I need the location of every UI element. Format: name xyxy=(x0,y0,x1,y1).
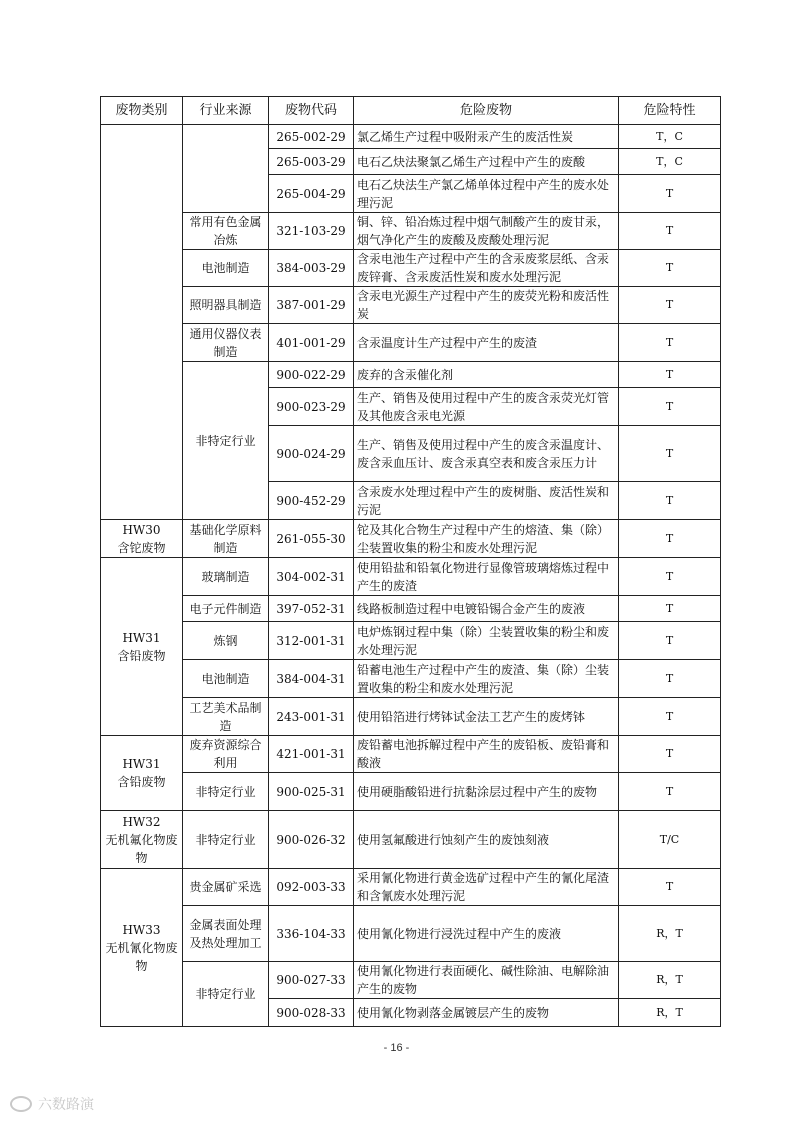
waste-description: 含汞温度计生产过程中产生的废渣 xyxy=(354,324,619,362)
industry-cell: 工艺美术品制造 xyxy=(183,698,269,736)
table-row xyxy=(101,962,721,999)
header-industry: 行业来源 xyxy=(183,97,269,125)
waste-code: 900-023-29 xyxy=(269,388,354,426)
hazard-characteristic: T，C xyxy=(619,125,721,149)
table-row xyxy=(101,362,721,388)
header-code: 废物代码 xyxy=(269,97,354,125)
waste-description: 使用氢氟酸进行蚀刻产生的废蚀刻液 xyxy=(354,811,619,869)
hazard-characteristic: T xyxy=(619,660,721,698)
industry-cell: 非特定行业 xyxy=(183,962,269,1027)
table-row xyxy=(101,622,721,660)
hazard-characteristic: T xyxy=(619,869,721,906)
waste-description: 电石乙炔法生产氯乙烯单体过程中产生的废水处理污泥 xyxy=(354,175,619,213)
category-cell-hw29-continued xyxy=(101,125,183,520)
waste-description: 电炉炼钢过程中集（除）尘装置收集的粉尘和废水处理污泥 xyxy=(354,622,619,660)
hazard-characteristic: T xyxy=(619,482,721,520)
category-cell-hw30 xyxy=(101,520,183,558)
waste-code: 900-026-32 xyxy=(269,811,354,869)
waste-code: 261-055-30 xyxy=(269,520,354,558)
category-code: HW31 xyxy=(122,630,161,645)
waste-description: 废铅蓄电池拆解过程中产生的废铅板、废铅膏和酸液 xyxy=(354,736,619,773)
waste-description: 线路板制造过程中电镀铅锡合金产生的废液 xyxy=(354,596,619,622)
table-row xyxy=(101,773,721,811)
category-code: HW30 xyxy=(122,522,161,537)
waste-description: 铊及其化合物生产过程中产生的熔渣、集（除）尘装置收集的粉尘和废水处理污泥 xyxy=(354,520,619,558)
category-cell-hw33 xyxy=(101,869,183,1027)
industry-cell: 废弃资源综合利用 xyxy=(183,736,269,773)
waste-description: 电石乙炔法聚氯乙烯生产过程中产生的废酸 xyxy=(354,149,619,175)
waste-code: 304-002-31 xyxy=(269,558,354,596)
waste-code: 092-003-33 xyxy=(269,869,354,906)
table-row xyxy=(101,558,721,596)
industry-cell: 照明器具制造 xyxy=(183,287,269,324)
waste-code: 384-004-31 xyxy=(269,660,354,698)
hazard-characteristic: T xyxy=(619,388,721,426)
industry-cell: 通用仪器仪表制造 xyxy=(183,324,269,362)
table-header-row xyxy=(101,97,721,125)
waste-code: 900-022-29 xyxy=(269,362,354,388)
category-code: HW33 xyxy=(122,922,161,937)
waste-description: 含汞废水处理过程中产生的废树脂、废活性炭和污泥 xyxy=(354,482,619,520)
hazard-characteristic: T/C xyxy=(619,811,721,869)
waste-description: 使用氰化物进行浸洗过程中产生的废液 xyxy=(354,906,619,962)
table-row xyxy=(101,520,721,558)
category-name: 含铊废物 xyxy=(117,540,166,555)
category-cell-hw32 xyxy=(101,811,183,869)
header-characteristic: 危险特性 xyxy=(619,97,721,125)
table-row xyxy=(101,811,721,869)
hazard-characteristic: T xyxy=(619,213,721,250)
waste-code: 243-001-31 xyxy=(269,698,354,736)
header-waste: 危险废物 xyxy=(354,97,619,125)
watermark-logo-icon xyxy=(10,1096,32,1112)
waste-description: 含汞电池生产过程中产生的含汞废浆层纸、含汞废锌膏、含汞废活性炭和废水处理污泥 xyxy=(354,250,619,287)
industry-cell: 玻璃制造 xyxy=(183,558,269,596)
industry-cell: 基础化学原料制造 xyxy=(183,520,269,558)
waste-code: 900-025-31 xyxy=(269,773,354,811)
waste-description: 采用氰化物进行黄金选矿过程中产生的氰化尾渣和含氰废水处理污泥 xyxy=(354,869,619,906)
waste-code: 265-004-29 xyxy=(269,175,354,213)
hazard-characteristic: T xyxy=(619,773,721,811)
industry-cell: 非特定行业 xyxy=(183,773,269,811)
industry-cell: 非特定行业 xyxy=(183,362,269,520)
hazard-characteristic: T xyxy=(619,596,721,622)
waste-code: 900-024-29 xyxy=(269,426,354,482)
waste-description: 生产、销售及使用过程中产生的废含汞温度计、废含汞血压计、废含汞真空表和废含汞压力计 xyxy=(354,426,619,482)
hazard-characteristic: T xyxy=(619,520,721,558)
hazard-characteristic: T xyxy=(619,736,721,773)
category-code: HW32 xyxy=(122,814,161,829)
industry-cell: 贵金属矿采选 xyxy=(183,869,269,906)
table-row xyxy=(101,213,721,250)
category-name: 无机氟化物废物 xyxy=(105,832,178,865)
category-name: 含铅废物 xyxy=(117,775,166,789)
waste-description: 使用硬脂酸铅进行抗黏涂层过程中产生的废物 xyxy=(354,773,619,811)
industry-cell: 电池制造 xyxy=(183,250,269,287)
waste-code: 387-001-29 xyxy=(269,287,354,324)
table-row xyxy=(101,287,721,324)
industry-cell: 电池制造 xyxy=(183,660,269,698)
header-category: 废物类别 xyxy=(101,97,183,125)
waste-code: 384-003-29 xyxy=(269,250,354,287)
waste-description: 使用氰化物剥落金属镀层产生的废物 xyxy=(354,999,619,1027)
hazard-characteristic: T，C xyxy=(619,149,721,175)
industry-cell-continued xyxy=(183,125,269,213)
waste-code: 336-104-33 xyxy=(269,906,354,962)
waste-description: 使用氰化物进行表面硬化、碱性除油、电解除油产生的废物 xyxy=(354,962,619,999)
hazard-characteristic: T xyxy=(619,250,721,287)
waste-description: 生产、销售及使用过程中产生的废含汞荧光灯管及其他废含汞电光源 xyxy=(354,388,619,426)
table-row xyxy=(101,736,721,773)
hazard-characteristic: T xyxy=(619,698,721,736)
hazard-characteristic: T xyxy=(619,558,721,596)
category-cell-hw31 xyxy=(101,736,183,811)
hazard-characteristic: T xyxy=(619,324,721,362)
hazard-characteristic: R，T xyxy=(619,999,721,1027)
waste-code: 397-052-31 xyxy=(269,596,354,622)
waste-code: 900-452-29 xyxy=(269,482,354,520)
category-name: 无机氰化物废物 xyxy=(105,940,178,973)
waste-code: 265-003-29 xyxy=(269,149,354,175)
industry-cell: 常用有色金属冶炼 xyxy=(183,213,269,250)
waste-description: 使用铅箔进行烤钵试金法工艺产生的废烤钵 xyxy=(354,698,619,736)
table-row xyxy=(101,660,721,698)
hazard-characteristic: T xyxy=(619,622,721,660)
waste-description: 铜、锌、铅冶炼过程中烟气制酸产生的废甘汞，烟气净化产生的废酸及废酸处理污泥 xyxy=(354,213,619,250)
hazard-characteristic: T xyxy=(619,287,721,324)
hazard-characteristic: R，T xyxy=(619,962,721,999)
watermark xyxy=(10,1094,94,1114)
industry-cell: 非特定行业 xyxy=(183,811,269,869)
page-number: - 16 - xyxy=(383,1042,410,1054)
table-row xyxy=(101,869,721,906)
waste-code: 900-027-33 xyxy=(269,962,354,999)
table-row xyxy=(101,698,721,736)
table-row xyxy=(101,324,721,362)
hazard-characteristic: R，T xyxy=(619,906,721,962)
table-row xyxy=(101,596,721,622)
industry-cell: 金属表面处理及热处理加工 xyxy=(183,906,269,962)
hazard-characteristic: T xyxy=(619,175,721,213)
waste-code: 900-028-33 xyxy=(269,999,354,1027)
waste-code: 312-001-31 xyxy=(269,622,354,660)
table-row xyxy=(101,250,721,287)
waste-description: 氯乙烯生产过程中吸附汞产生的废活性炭 xyxy=(354,125,619,149)
hazardous-waste-table xyxy=(100,96,721,1027)
category-cell-hw31 xyxy=(101,558,183,736)
hazard-characteristic: T xyxy=(619,426,721,482)
waste-description: 废弃的含汞催化剂 xyxy=(354,362,619,388)
industry-cell: 炼钢 xyxy=(183,622,269,660)
waste-description: 铅蓄电池生产过程中产生的废渣、集（除）尘装置收集的粉尘和废水处理污泥 xyxy=(354,660,619,698)
table-row xyxy=(101,125,721,149)
hazard-characteristic: T xyxy=(619,362,721,388)
waste-code: 421-001-31 xyxy=(269,736,354,773)
waste-description: 使用铅盐和铅氧化物进行显像管玻璃熔炼过程中产生的废渣 xyxy=(354,558,619,596)
waste-code: 401-001-29 xyxy=(269,324,354,362)
watermark-text: 六数路演 xyxy=(38,1096,94,1112)
waste-description: 含汞电光源生产过程中产生的废荧光粉和废活性炭 xyxy=(354,287,619,324)
waste-code: 265-002-29 xyxy=(269,125,354,149)
industry-cell: 电子元件制造 xyxy=(183,596,269,622)
category-code: HW31 xyxy=(122,757,161,771)
waste-code: 321-103-29 xyxy=(269,213,354,250)
table-row xyxy=(101,906,721,962)
category-name: 含铅废物 xyxy=(117,648,166,663)
